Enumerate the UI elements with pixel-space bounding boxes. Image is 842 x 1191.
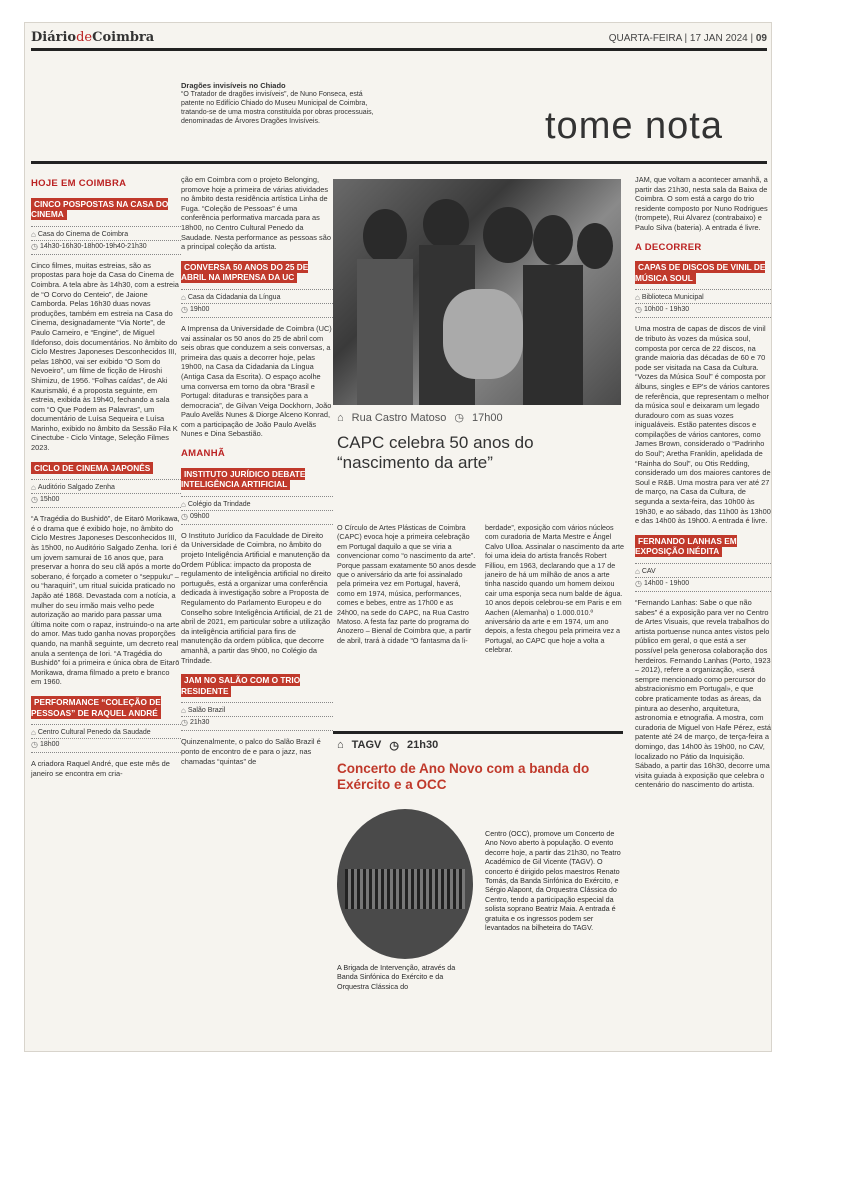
newspaper-logo: DiáriodeCoimbra [31,30,155,45]
event-text: Uma mostra de capas de discos de vinil de tributo às vozes da música soul, composta por cerca de 22 discos, na grande maioria das décadas de 60 e 70 pode ser visitada na Casa da Cultura. “Vozes da Música Soul” é composta por álbuns, singles e EP's de vários cantores de referência, que representam o melhor da música soul e deixaram um legado duradouro com as suas vozes inigualáveis. Estão patentes discos e compilações de vários cantores, como James Brown, considerado o “Padrinho do Soul”; Aretha Franklin, apelidada de “Rainha do Soul”, ou Otis Redding, considerado um dos maiores cantores de Soul e R&B. Uma mostra para ver até 27 de março, na Casa da Cultura, de segunda a sexta-feira, das 10h00 às 19h30, e ao sábado, das 11h00 às 13h00 e das 14h00 às 19h00. A entrada é livre. [635,324,771,526]
clock-icon: ◷ [454,412,465,424]
event-text: “A Tragédia do Bushidō”, de Eitarō Morikawa, é o drama que é exibido hoje, no âmbito do Ciclo Mestres Japoneses Desconhecidos III, às 15h00, no Auditório Salgado Zenha. Iori é um jovem samurai de 16 anos que, para preservar a honra do seu clã após a morte do soberano, é forçado a cometer o “seppuku” – ou “haraquiri”, um ritual suicida praticado no Japão até 1868. Devastada com a notícia, a mulher do seu irmão mais velho pede autorização ao marido para passar uma última noite com o rapaz, instruindo-o na arte do amor. Mas tudo ganha novas proporções quando, na manhã seguinte, um decreto real anula a sentença de Iori. “A Tragédia do Bushidō” foi a primeira e única obra de Eitarō Morikawa, drama filmado a preto e branco em 1960. [31,514,181,687]
capc-headline: CAPC celebra 50 anos do “nascimento da arte” [337,433,534,472]
clock-icon: ◷ [635,579,642,588]
clock-icon: ◷ [31,495,38,505]
location-icon: ⌂ [31,483,36,493]
location-icon: ⌂ [181,499,186,509]
event-text: A criadora Raquel André, que este mês de janeiro se encontra em cria- [31,759,170,778]
event-text: Quinzenalmente, o palco do Salão Brazil é ponto de encontro de e para o jazz, nas chamadas “quintas” de [181,737,321,766]
clock-icon: ◷ [181,718,188,728]
location-icon: ⌂ [635,293,640,303]
event-title: CINCO POSPOSTAS NA CASA DO CINEMA [31,198,169,220]
event-text: JAM, que voltam a acontecer amanhã, a partir das 21h30, nesta sala da Baixa de Coimbra. O som está a cargo do trio residente composto por Nuno Rodrigues (trompete), Rui Alvarez (contrabaixo) e Paulo Silva (bateria). A entrada é livre. [635,175,768,232]
newspaper-page [24,22,772,1052]
page-number: 09 [755,33,767,44]
event-title: CAPAS DE DISCOS DE VINIL DE MÚSICA SOUL [635,262,766,283]
tagv-text-2: Centro (OCC), promove um Concerto de Ano Novo aberto à população. O evento decorre hoje, a partir das 21h30, no Teatro Académico de Gil Vicente (TAGV). O concerto é dirigido pelos maestros Renato Tomás, da Banda Sinfónica do Exército, e Sérgio Alapont, da Orquestra Clássica do Centro, tendo a participação especial da solista soprano Beatriz Maia. A entrada é gratuita e os ingressos podem ser levantados na bilheteira do TAGV. [485,829,621,933]
event-meta: ⌂ Biblioteca Municipal ◷ 10h00 - 19h30 [635,289,771,318]
clock-icon: ◷ [635,305,642,315]
event-text: Cinco filmes, muitas estreias, são as propostas para hoje da Casa do Cinema de Coimbra. A tela abre às 14h30, com a estreia de “O Corvo do Centeio”, de Jaione Camborda. Pelas 16h30 duas novas produções, também em estreia na Casa do Cinema, designadamente “Via Norte”, de Paulo Carneiro, e “Engine”, de Miguel Ildefonso, dois documentários. No âmbito do Ciclo Mestres Japoneses Desconhecidos III, pelas 18h00, vai ser exibido “O Som do Nevoeiro”, um filme de ficção de Hiroshi Shimizu, de 1956. “Folhas caídas”, de Aki Kaurismäki, é a proposta seguinte, em estreia, exibida às 19h40, fechando a sala com “O Que Podem as Palavras”, um documentário de Luísa Sequeira e Luísa Marinho, exibido no âmbito da Sessão Fila K Cinectube - Ciclo Vintage, Seleção Filmes 2023. [31,260,179,453]
clock-icon: ◷ [181,304,188,314]
capc-location: ⌂ Rua Castro Matoso ◷ 17h00 [337,411,503,424]
event-text: “Fernando Lanhas: Sabe o que não sabes” é a exposição para ver no Centro de Artes Visuais, que revela trabalhos do artista portuense nunca antes vistos pelo público em geral, o que está a ser possível pela generosa colaboração dos herdeiros. Fernando Lanhas (Porto, 1923 – 2012), refere a organização, «será sempre mencionado como percursor do abstracionismo em Portugal», e que cobre praticamente todas as áreas, da pintura ao desenho, arquitetura, astronomia e etnografia. A mostra, com curadoria de Miguel von Hafe Pérez, está patente até 24 de março, de terça-feira a domingo, das 14h00 às 19h00, no CAV, localizado no Pátio da Inquisição. Sábado, a partir das 16h30, decorre uma visita guiada à exposição que celebra o centenário do nascimento do artista. [635,598,771,790]
date: 17 JAN 2024 [689,33,748,44]
orchestra-photo [337,809,473,959]
event-title: INSTITUTO JURÍDICO DEBATE INTELIGÊNCIA ARTIFICIAL [181,468,306,490]
event-meta: ⌂ Salão Brazil ◷ 21h30 [181,702,333,731]
location-icon: ⌂ [181,706,186,716]
event-title: CICLO DE CINEMA JAPONÊS [31,462,153,474]
top-notice [181,81,381,126]
tagv-headline: Concerto de Ano Novo com a banda do Exército e a OCC [337,761,590,792]
event-title: FERNANDO LANHAS EM EXPOSIÇÃO INÉDITA [635,535,737,557]
weekday: QUARTA-FEIRA [608,33,682,44]
section-heading: A DECORRER [635,241,702,253]
event-title: JAM NO SALÃO COM O TRIO RESIDENTE [181,675,301,696]
tagv-text-1: A Brigada de Intervenção, através da Banda Sinfónica do Exército e da Orquestra Clássica do [337,963,456,991]
capc-photo [333,179,621,405]
event-meta: ⌂ Colégio da Trindade ◷ 09h00 [181,496,333,525]
tagv-location: ⌂ TAGV ◷ 21h30 [337,739,439,752]
event-meta: ⌂ CAV ◷ 14h00 - 19h00 [635,563,771,592]
event-meta: ⌂ Auditório Salgado Zenha ◷ 15h00 [31,479,181,508]
masthead [31,29,767,51]
event-meta: ⌂ Casa da Cidadania da Língua ◷ 19h00 [181,289,333,318]
event-title: CONVERSA 50 ANOS DO 25 DE ABRIL NA IMPRENSA DA UC [181,261,309,283]
location-icon: ⌂ [181,292,186,302]
divider [31,161,767,164]
column-2 [181,175,333,776]
event-text: O Instituto Jurídico da Faculdade de Direito da Universidade de Coimbra, no âmbito do projeto Inteligência Artificial e manutenção da Ordem Pública: impacto da proposta de regulamento de inteligência artificial no direito português, está a organizar uma conferência dedicada à investigação sobre a Proposta de Regulamento do Parlamento Europeu e do Conselho sobre Inteligência Artificial, de 21 de abril de 2021, em particular sobre a utilização da inteligência artificial para fins de manutenção da ordem pública, que decorre amanhã, a partir das 9h00, no Colégio da Trindade. [181,530,333,665]
clock-icon: ◷ [181,511,188,521]
clock-icon: ◷ [31,740,38,750]
location-icon: ⌂ [337,411,344,424]
section-title: tome nota [545,105,723,147]
capc-text-1: O Círculo de Artes Plásticas de Coimbra (CAPC) evoca hoje a primeira celebração em Portugal daquilo a que se viria a convencionar como “o nascimento da arte”. Porque passam exatamente 50 anos desde que o aniversário da arte foi assinalado pela primeira vez em Portugal, haverá, como em 1974, música, performances, comes e bebes, entre as 17h00 e as 24h00, na sede do CAPC, na Rua Castro Matoso. A festa faz parte do programa do Anozero – Bienal de Coimbra que, a partir de abril, trará à cidade “O fantasma da li- [337,523,477,645]
notice-title: Dragões invisíveis no Chiado [181,81,286,90]
divider [333,731,623,734]
event-text: A Imprensa da Universidade de Coimbra (UC) vai assinalar os 50 anos do 25 de abril com seis obras que conduzem a seis conversas, a primeira das quais a decorrer hoje, pelas 19h00, na Casa da Cidadania da Língua (Antiga Casa da Escrita). O espaço acolhe uma conversa em torno da obra “Brasil e Portugal: ditaduras e transições para a democracia”, de Gilvan Veiga Dockhorn, João Paulo Avelãs Nunes & Diorge Alceno Konrad, com a participação de João Paulo Avelãs Nunes e Dina Sebastião. [181,323,332,439]
event-text: ção em Coimbra com o projeto Belonging, promove hoje a primeira de várias atividades no âmbito desta residência artística Linha de Fuga. “Coleção de Pessoas” é uma conferência performativa marcada para as 18h00, no Centro Cultural Penedo da Saudade. Nesta performance as pessoas são a principal coleção da artista. [181,175,331,252]
event-meta: ⌂ Centro Cultural Penedo da Saudade ◷ 18h00 [31,724,181,753]
column-1 [31,175,181,788]
event-meta: ⌂ Casa do Cinema de Coimbra ◷ 14h30-16h30-18h00-19h40-21h30 [31,226,181,255]
edition-info: QUARTA-FEIRA | 17 JAN 2024 | 09 [608,33,767,44]
location-icon: ⌂ [31,229,36,239]
clock-icon: ◷ [389,740,400,752]
capc-text-2: berdade”, exposição com vários núcleos com curadoria de Marta Mestre e Ángel Calvo Ulloa. Assinalar o nascimento da arte foi uma ideia do artista francês Robert Filliou, em 1963, declarando que a 17 de janeiro de há um milhão de anos a arte tinha nascido quando um homem deixou cair uma esponja seca num balde de água. 10 anos depois celebrou-se em Paris e em Aachen (Alemanha) o 1.000.010.º aniversário da arte e em 1974, um ano depois, a festa chegou pela primeira vez a Portugal, ao CAPC que hoje a volta a celebrar. [485,523,625,655]
location-icon: ⌂ [31,728,36,738]
location-icon: ⌂ [635,567,640,576]
event-title: PERFORMANCE “COLEÇÃO DE PESSOAS” DE RAQUEL ANDRÉ [31,696,161,718]
notice-text: “O Tratador de dragões invisíveis”, de Nuno Fonseca, está patente no Edifício Chiado do Museu Municipal de Coimbra, tratando-se de uma mostra constituída por obras processuais, denominadas de Árvores Dragões Invisíveis. [181,91,374,125]
clock-icon: ◷ [31,241,38,251]
section-heading: AMANHÃ [181,448,226,460]
column-6 [635,175,771,800]
location-icon: ⌂ [337,739,344,751]
section-heading: HOJE EM COIMBRA [31,178,127,189]
